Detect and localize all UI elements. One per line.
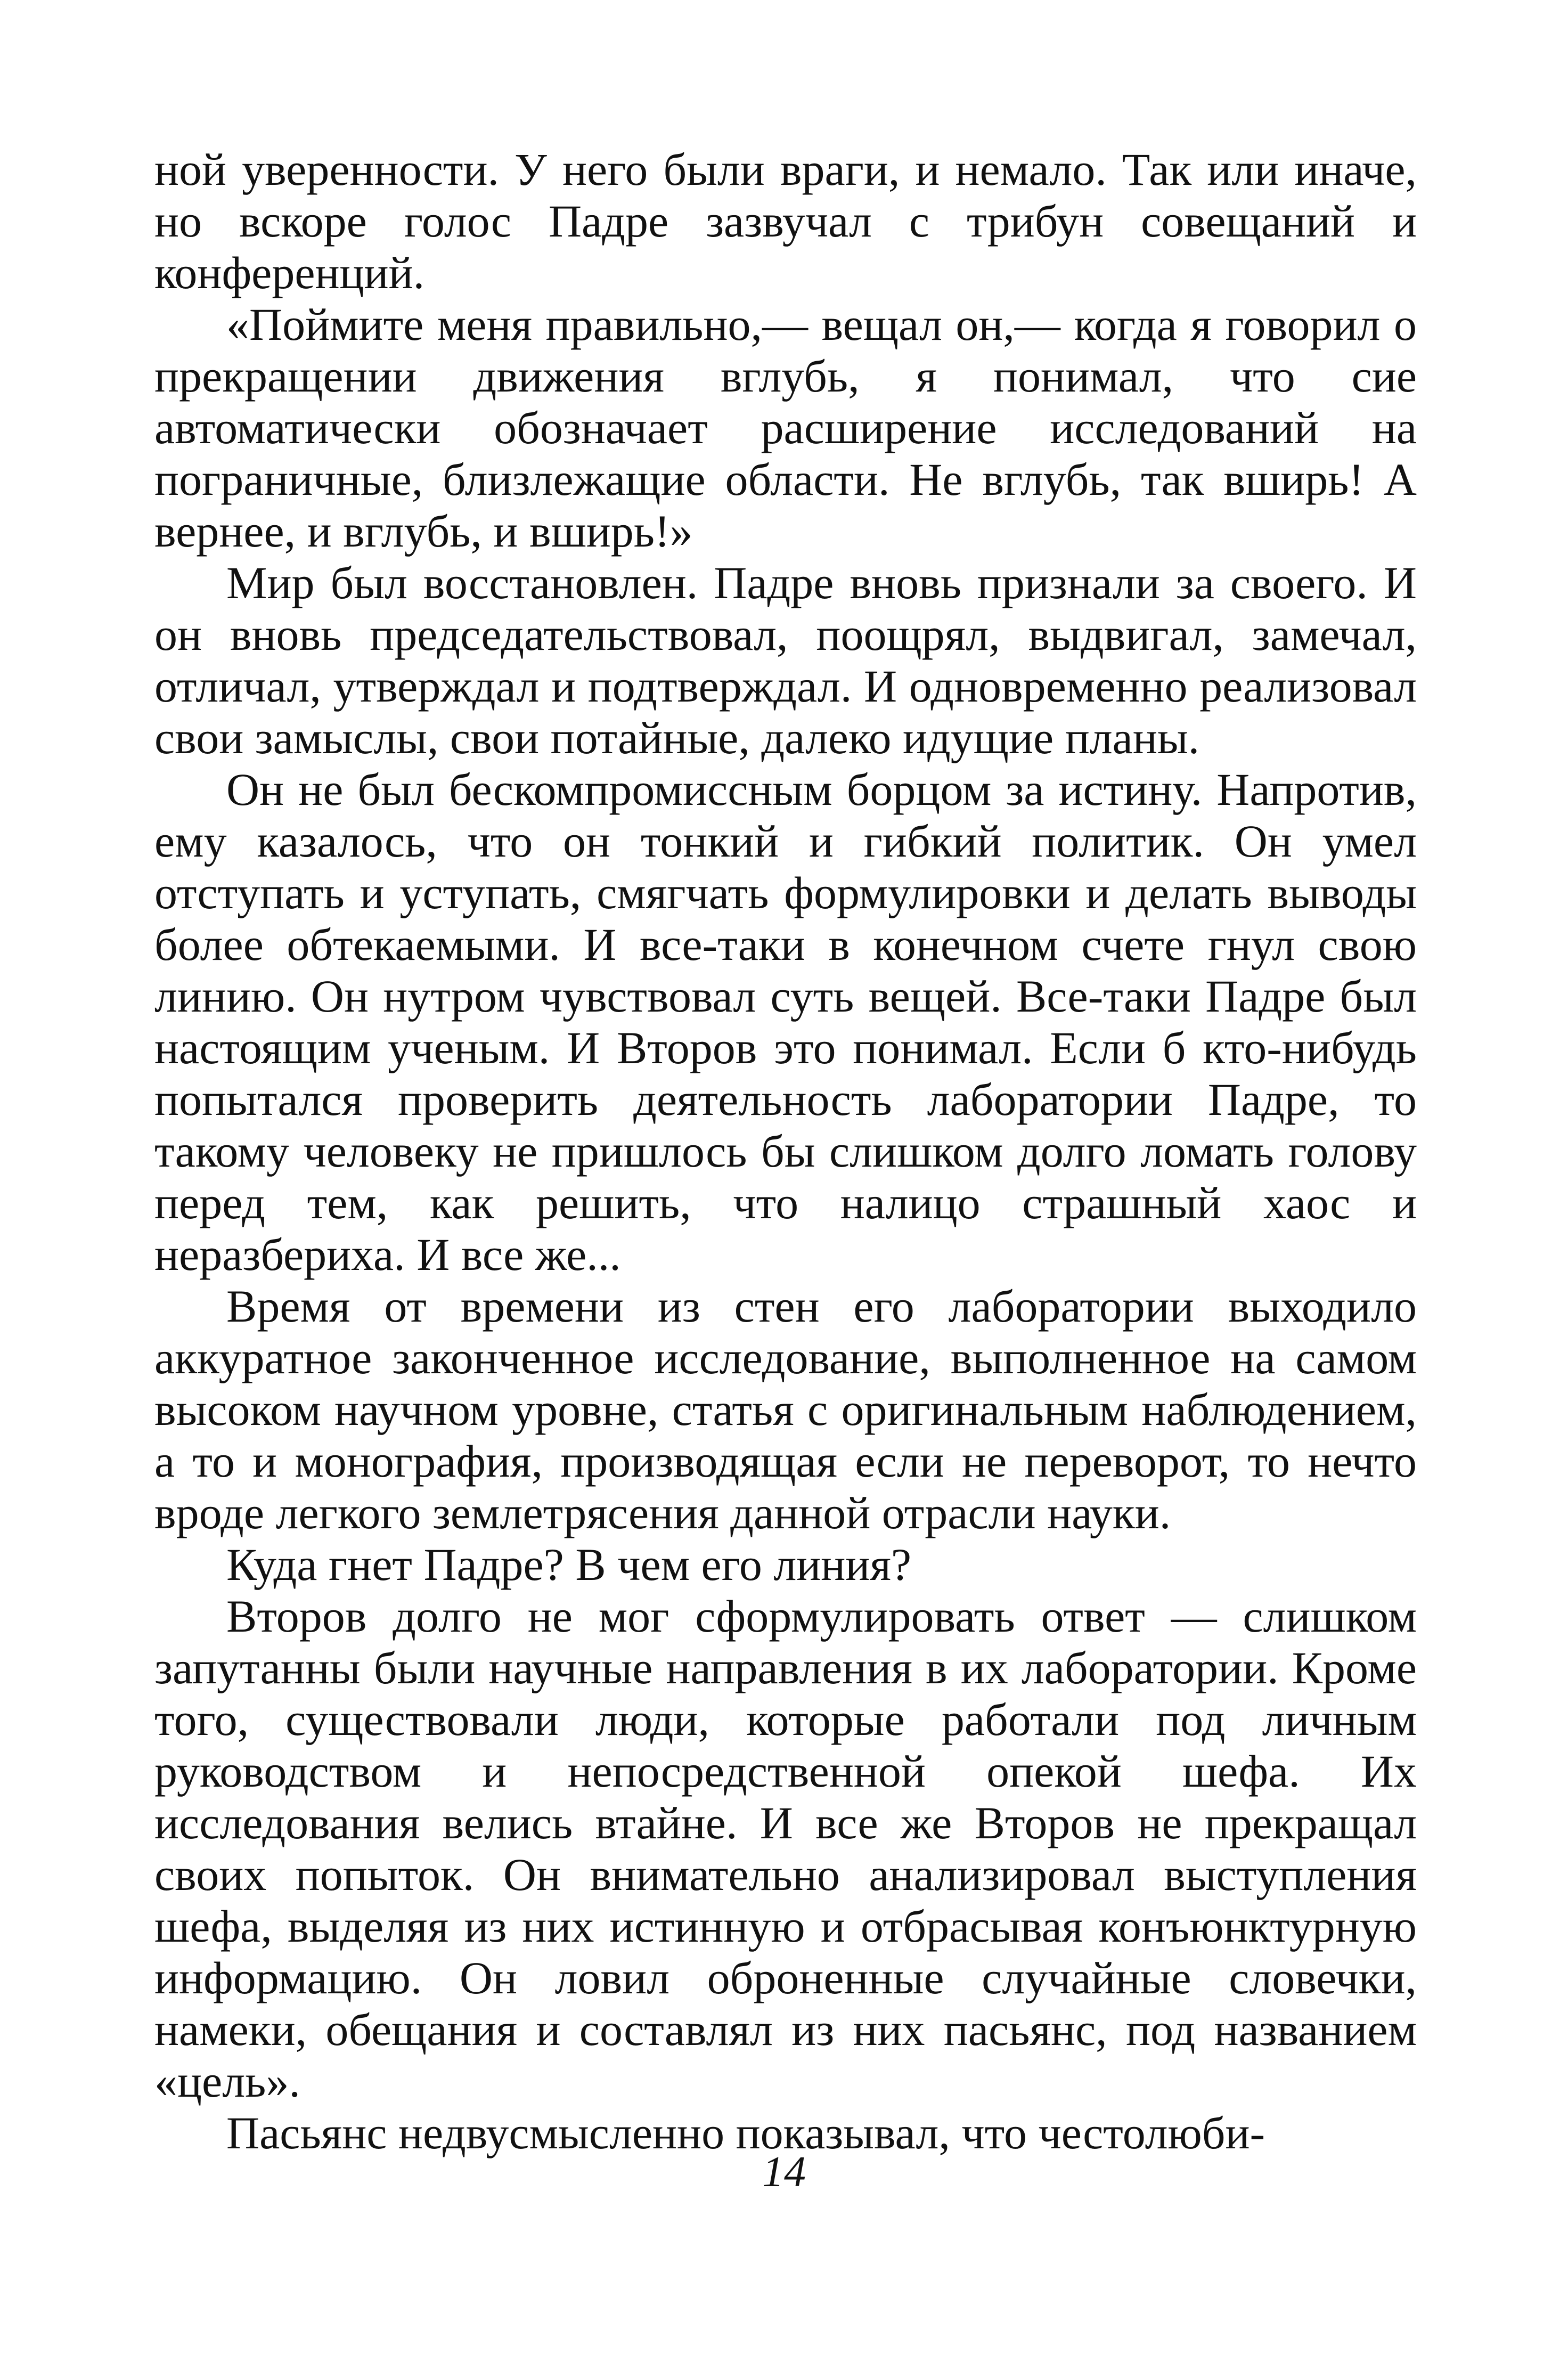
paragraph-1: ной уверенности. У него были враги, и немало. Так или иначе, но вскоре голос Падре зазвучал с трибун совещаний и конференций. [154, 144, 1417, 298]
paragraph-7: Второв долго не мог сформулировать ответ — слишком запутанны были научные направления в их лаборатории. Кроме того, существовали люди, которые работали под личным руководством и непосредственной опекой шефа. Их исследования велись втайне. И все же Второв не прекращал своих попыток. Он внимательно анализировал выступления шефа, выделяя из них истинную и отбрасывая конъюнктурную информацию. Он ловил оброненные случайные словечки, намеки, обещания и составлял из них пасьянс, под названием «цель». [154, 1591, 1417, 2107]
paragraph-6: Куда гнет Падре? В чем его линия? [226, 1539, 912, 1590]
paragraph-2: «Поймите меня правильно,— вещал он,— когда я говорил о прекращении движения вглубь, я понимал, что сие автоматически обозначает расширение исследований на пограничные, близлежащие области. Не вглубь, так вширь! А вернее, и вглубь, и вширь!» [154, 299, 1417, 557]
paragraph-4: Он не был бескомпромиссным борцом за истину. Напротив, ему казалось, что он тонкий и гибкий политик. Он умел отступать и уступать, смягчать формулировки и делать выводы более обтекаемыми. И все-таки в конечном счете гнул свою линию. Он нутром чувствовал суть вещей. Все-таки Падре был настоящим ученым. И Второв это понимал. Если б кто-нибудь попытался проверить деятельность лаборатории Падре, то такому человеку не пришлось бы слишком долго ломать голову перед тем, как решить, что налицо страшный хаос и неразбериха. И все же... [154, 764, 1417, 1280]
page-number: 14 [762, 2147, 806, 2196]
paragraph-5: Время от времени из стен его лаборатории выходило аккуратное законченное исследование, выполненное на самом высоком научном уровне, статья с оригинальным наблюдением, а то и монография, производящая если не переворот, то нечто вроде легкого землетрясения данной отрасли науки. [154, 1281, 1417, 1538]
page-text [154, 144, 1417, 2248]
paragraph-8: Пасьянс недвусмысленно показывал, что честолюби- [226, 2107, 1265, 2158]
paragraph-3: Мир был восстановлен. Падре вновь признали за своего. И он вновь председательствовал, поощрял, выдвигал, замечал, отличал, утверждал и подтверждал. И одновременно реализовал свои замыслы, свои потайные, далеко идущие планы. [154, 557, 1417, 763]
